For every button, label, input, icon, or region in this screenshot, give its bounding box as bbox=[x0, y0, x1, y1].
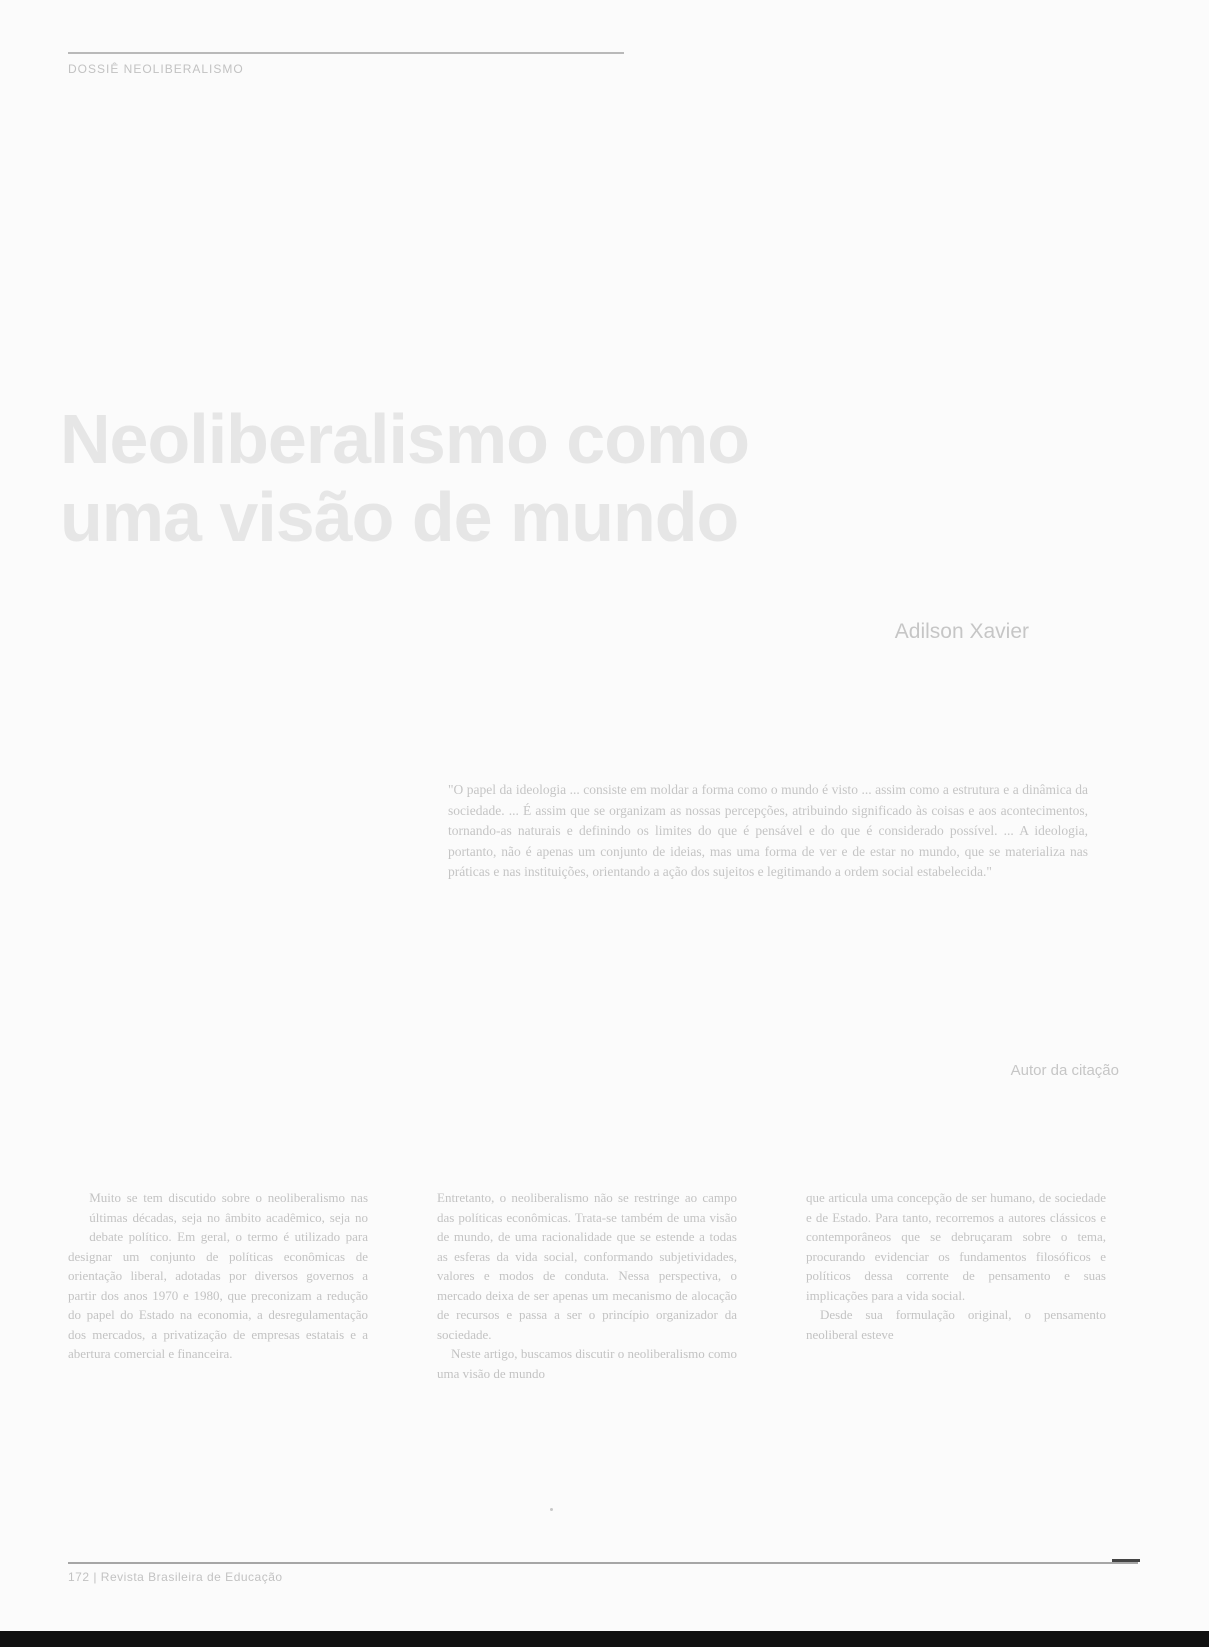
drop-cap bbox=[66, 1188, 83, 1240]
body-paragraph: Desde sua formulação original, o pensamento neoliberal esteve bbox=[806, 1307, 1106, 1342]
body-paragraph: Entretanto, o neoliberalismo não se restringe ao campo das políticas econômicas. Trata-se também de uma visão de mundo, de uma racionalidade que se estende a todas as esferas da vida social, conformando subjetividades, valores e modos de conduta. Nessa perspectiva, o mercado deixa de ser apenas um mecanismo de alocação de recursos e passa a ser o princípio organizador da sociedade. bbox=[437, 1190, 737, 1342]
running-head: DOSSIÊ NEOLIBERALISMO bbox=[68, 62, 244, 76]
body-paragraph bbox=[68, 1188, 368, 1364]
body-paragraph: que articula uma concepção de ser humano, de sociedade e de Estado. Para tanto, recorremos a autores clássicos e contemporâneos que se debruçaram sobre o tema, procurando evidenciar os fundamentos filosóficos e políticos dessa corrente de pensamento e suas implicações para a vida social. bbox=[806, 1190, 1106, 1303]
body-text: Muito se tem discutido sobre o neoliberalismo nas últimas décadas, seja no âmbito acadêmico, seja no debate político. Em geral, o termo é utilizado para designar um conjunto de políticas econômicas de orientação liberal, adotadas por diversos governos a partir dos anos 1970 e 1980, que preconizam a redução do papel do Estado na economia, a desregulamentação dos mercados, a privatização de empresas estatais e a abertura comercial e financeira. bbox=[68, 1190, 368, 1361]
page-footer: 172 | Revista Brasileira de Educação bbox=[68, 1570, 283, 1584]
body-column-3 bbox=[806, 1188, 1106, 1344]
body-column-2 bbox=[437, 1188, 737, 1383]
body-column-1 bbox=[68, 1188, 368, 1364]
epigraph-attribution: Autor da citação bbox=[1010, 1062, 1119, 1079]
epigraph-text: "O papel da ideologia ... consiste em moldar a forma como o mundo é visto ... assim como a estrutura e a dinâmica da sociedade. ... É assim que se organizam as nossas percepções, atribuindo significado às coisas e aos acontecimentos, tornando-as naturais e definindo os limites do que é pensável e do que é considerado possível. ... A ideologia, portanto, não é apenas um conjunto de ideias, mas uma forma de ver e de estar no mundo, que se materializa nas práticas e nas instituições, orientando a ação dos sujeitos e legitimando a ordem social estabelecida." bbox=[448, 782, 1088, 879]
article-title: Neoliberalismo como uma visão de mundo bbox=[60, 400, 749, 556]
article-author: Adilson Xavier bbox=[894, 620, 1029, 643]
bottom-rule bbox=[68, 1562, 1138, 1564]
scan-edge bbox=[0, 1631, 1209, 1647]
body-paragraph: Neste artigo, buscamos discutir o neoliberalismo como uma visão de mundo bbox=[437, 1346, 737, 1381]
bottom-rule-accent bbox=[1112, 1559, 1140, 1562]
top-rule bbox=[68, 52, 624, 54]
column-marker bbox=[550, 1508, 553, 1511]
